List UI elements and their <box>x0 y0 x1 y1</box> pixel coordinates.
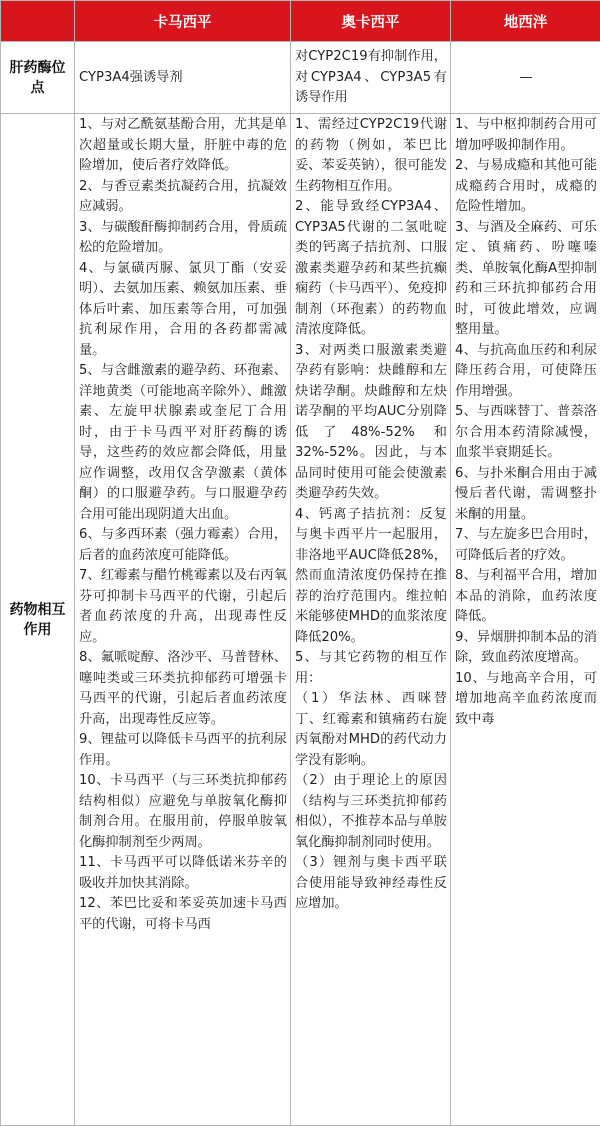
list-item: 8、与利福平合用，增加本品的消除，血药浓度降低。 <box>455 566 597 628</box>
header-corner-cell <box>1 1 75 42</box>
list-item: 11、卡马西平可以降低诺米芬辛的吸收并加快其消除。 <box>79 853 287 894</box>
cell-carbamazepine-enzyme: CYP3A4强诱导剂 <box>75 42 291 114</box>
list-item: （1）华法林、西咪替丁、红霉素和镇痛药右旋丙氧酚对MHD的药代动力学没有影响。 <box>295 689 447 771</box>
list-item: 4、钙离子拮抗剂：反复与奥卡西平片一起服用，非洛地平AUC降低28%，然而血清浓度仍保持在推荐的治疗范围内。维拉帕米能够使MHD的血浆浓度降低20%。 <box>295 505 447 649</box>
list-item: 3、与碳酸酐酶抑制药合用，骨质疏松的危险增加。 <box>79 218 287 259</box>
list-item: 3、与酒及全麻药、可乐定、镇痛药、吩噻嗪类、单胺氧化酶A型抑制药和三环抗抑郁药合用时，可彼此增效，应调整用量。 <box>455 218 597 341</box>
list-item: 7、与左旋多巴合用时，可降低后者的疗效。 <box>455 525 597 566</box>
list-item: 1、与中枢抑制药合用可增加呼吸抑制作用。 <box>455 115 597 156</box>
list-item: 2、与香豆素类抗凝药合用，抗凝效应减弱。 <box>79 177 287 218</box>
cell-oxcarbazepine-interactions <box>291 114 451 1126</box>
list-item: 9、锂盐可以降低卡马西平的抗利尿作用。 <box>79 730 287 771</box>
header-oxcarbazepine: 奥卡西平 <box>291 1 451 42</box>
list-item: 3、对两类口服激素类避孕药有影响：炔雌醇和左炔诺孕酮。炔雌醇和左炔诺孕酮的平均AUC分别降低了48%-52% 和 32%-52%。因此，与本品同时使用可能会使激素类避孕药失效。 <box>295 341 447 505</box>
list-item: 12、苯巴比妥和苯妥英加速卡马西平的代谢，可将卡马西 <box>79 894 287 935</box>
list-item: 1、需经过CYP2C19代谢的药物（例如，苯巴比妥、苯妥英钠），很可能发生药物相互作用。 <box>295 115 447 197</box>
cell-diazepam-interactions <box>451 114 600 1126</box>
list-item: 2、与易成瘾和其他可能成瘾药合用时，成瘾的危险性增加。 <box>455 156 597 218</box>
list-item: 5、与其它药物的相互作用： <box>295 648 447 689</box>
cell-oxcarbazepine-enzyme: 对CYP2C19有抑制作用，对CYP3A4、CYP3A5有诱导作用 <box>291 42 451 114</box>
list-item: 4、与氯磺丙脲、氯贝丁酯（安妥明）、去氨加压素、赖氨加压素、垂体后叶素、加压素等合用，可加强抗利尿作用，合用的各药都需减量。 <box>79 259 287 362</box>
list-item: 4、与抗高血压药和利尿降压药合用，可使降压作用增强。 <box>455 341 597 403</box>
header-carbamazepine: 卡马西平 <box>75 1 291 42</box>
list-item: 2、能导致经CYP3A4、CYP3A5代谢的二氢吡啶类的钙离子拮抗剂、口服激素类避孕药和某些抗癫痫药（卡马西平）、免疫抑制剂（环孢素）的药物血清浓度降低。 <box>295 197 447 341</box>
list-item: 5、与西咪替丁、普萘洛尔合用本药清除减慢，血浆半衰期延长。 <box>455 402 597 464</box>
table-row-interactions <box>1 114 600 1126</box>
cell-diazepam-enzyme: — <box>451 42 600 114</box>
cell-carbamazepine-interactions <box>75 114 291 1126</box>
table-header-row <box>1 1 600 42</box>
row-label-liver-enzyme: 肝药酶位点 <box>1 42 75 114</box>
table-row-liver-enzyme <box>1 42 600 114</box>
list-item: 10、卡马西平（与三环类抗抑郁药结构相似）应避免与单胺氧化酶抑制剂合用。在服用前，停服单胺氧化酶抑制剂至少两周。 <box>79 771 287 853</box>
list-item: 9、异烟肼抑制本品的消除，致血药浓度增高。 <box>455 628 597 669</box>
list-item: 10、与地高辛合用，可增加地高辛血药浓度而致中毒 <box>455 669 597 731</box>
header-diazepam: 地西泮 <box>451 1 600 42</box>
list-item: 7、红霉素与醋竹桃霉素以及右丙氧芬可抑制卡马西平的代谢，引起后者血药浓度的升高，出现毒性反应。 <box>79 566 287 648</box>
row-label-interactions: 药物相互作用 <box>1 114 75 1126</box>
list-item: （3）锂剂与奥卡西平联合使用能导致神经毒性反应增加。 <box>295 853 447 915</box>
list-item: （2）由于理论上的原因（结构与三环类抗抑郁药相似），不推荐本品与单胺氧化酶抑制剂同时使用。 <box>295 771 447 853</box>
list-item: 6、与扑米酮合用由于减慢后者代谢，需调整扑米酮的用量。 <box>455 464 597 526</box>
list-item: 1、与对乙酰氨基酚合用，尤其是单次超量或长期大量，肝脏中毒的危险增加，使后者疗效降低。 <box>79 115 287 177</box>
list-item: 6、与多西环素（强力霉素）合用，后者的血药浓度可能降低。 <box>79 525 287 566</box>
list-item: 8、氟哌啶醇、洛沙平、马普替林、噻吨类或三环类抗抑郁药可增强卡马西平的代谢，引起后者血药浓度升高，出现毒性反应等。 <box>79 648 287 730</box>
list-item: 5、与含雌激素的避孕药、环孢素、洋地黄类（可能地高辛除外）、雌激素、左旋甲状腺素或奎尼丁合用时，由于卡马西平对肝药酶的诱导，这些药的效应都会降低，用量应作调整，改用仅含孕激素（黄体酮）的口服避孕药。与口服避孕药合用可能出现阴道大出血。 <box>79 361 287 525</box>
